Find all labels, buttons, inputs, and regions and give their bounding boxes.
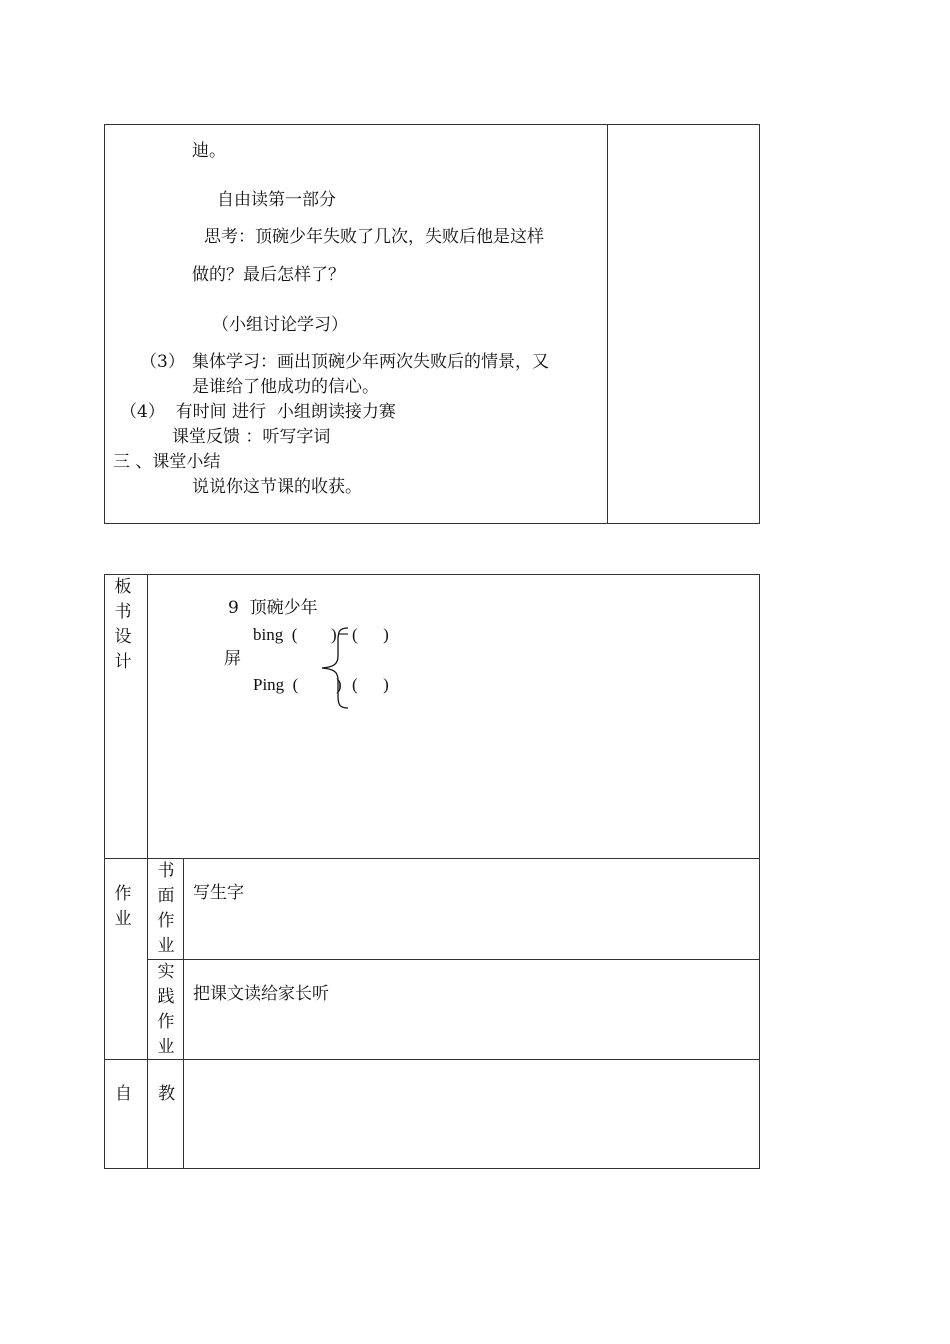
- lesson-line-4: 做的？最后怎样了？: [192, 265, 345, 285]
- practice-homework-label: 实 践 作 业: [157, 962, 175, 1057]
- board-row2-blank: ( ): [352, 675, 389, 694]
- board-homework-table: [104, 574, 760, 1169]
- lesson-line-3: 思考：顶碗少年失败了几次，失败后他是这样: [204, 227, 544, 247]
- lesson-line-7: 是谁给了他成功的信心。: [192, 377, 379, 397]
- table2-col1-divider: [147, 574, 148, 1169]
- practice-homework-content: 把课文读给家长听: [193, 984, 329, 1004]
- lesson-line-2: 自由读第一部分: [217, 190, 336, 210]
- written-homework-label: 书 面 作 业: [157, 861, 175, 956]
- lesson-line-6-number: （3）: [140, 352, 185, 372]
- lesson-line-11: 说说你这节课的收获。: [192, 477, 362, 497]
- board-row1-close: ): [331, 625, 337, 644]
- board-row2-pinyin: Ping (: [253, 675, 299, 694]
- written-homework-content: 写生字: [193, 883, 244, 903]
- board-row2-close: ): [336, 675, 342, 694]
- lesson-line-1: 迪。: [192, 141, 226, 161]
- table2-row-divider-board: [104, 858, 760, 859]
- lesson-line-10: 三 、课堂小结: [113, 452, 221, 472]
- curly-brace-icon: [314, 622, 354, 714]
- board-design-label: 板 书 设 计: [114, 577, 132, 672]
- self-label: 自: [115, 1084, 132, 1104]
- board-row1-blank: ( ): [352, 625, 389, 644]
- lesson-line-9: 课堂反馈 ：听写字词: [172, 427, 331, 447]
- teach-label: 教: [158, 1084, 175, 1104]
- table2-row-divider-written: [147, 959, 760, 960]
- board-character: 屏: [224, 649, 241, 669]
- table2-row-divider-practice: [104, 1059, 760, 1060]
- lesson-line-5: （小组讨论学习）: [212, 315, 348, 335]
- board-title: 9 顶碗少年: [228, 598, 318, 618]
- lesson-table-divider: [607, 124, 608, 524]
- table2-col2-divider: [183, 858, 184, 1169]
- homework-label: 作 业: [114, 884, 132, 929]
- lesson-line-6: 集体学习：画出顶碗少年两次失败后的情景，又: [192, 352, 549, 372]
- lesson-line-8: （4） 有时间 进行 小组朗读接力赛: [120, 402, 396, 422]
- board-row1-pinyin: bing (: [253, 625, 298, 644]
